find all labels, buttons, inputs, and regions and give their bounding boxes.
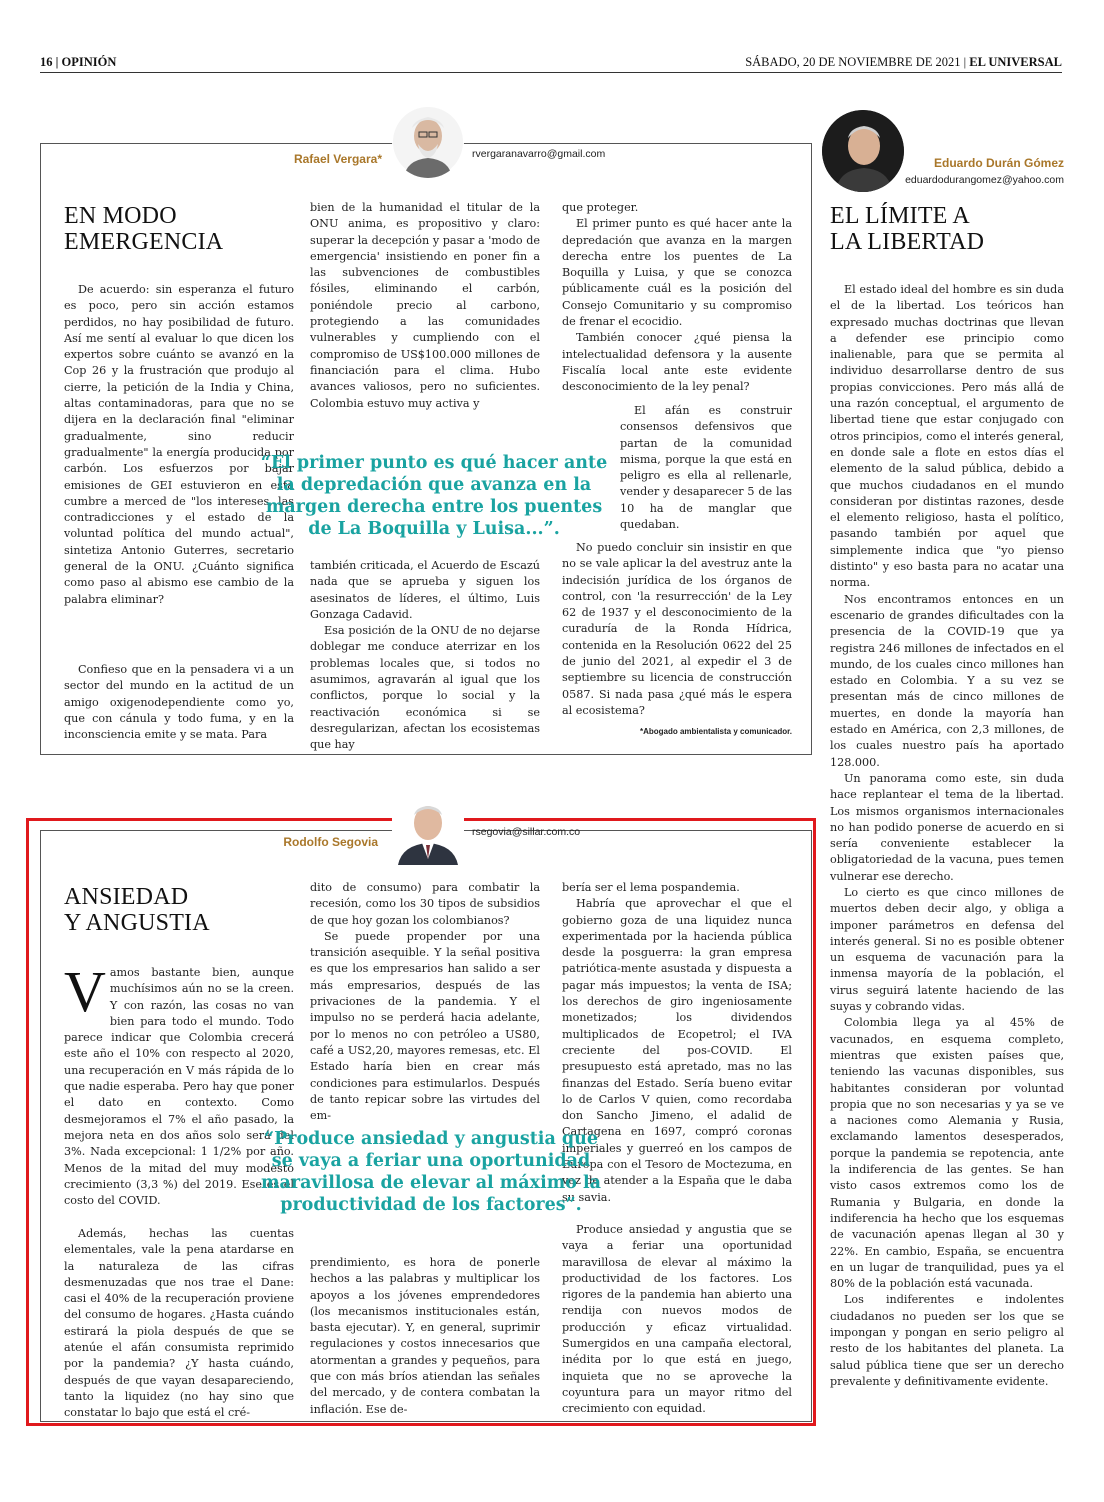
author-photo-vergara bbox=[392, 106, 464, 178]
paragraph: prendimiento, es hora de ponerle hechos a las palabras y multiplicar los apoyos a los jóvenes emprendedores (los mecanismos institucionales están, basta ejecutar). Y, en general, suprimir regulaciones y costos innecesarios que atormentan a grandes y pequeños, para que con más bríos atiendan las señales del mercado, y de contera combatan la inflación. Ese de- bbox=[310, 1256, 540, 1416]
article-column-1-bottom bbox=[64, 1226, 294, 1422]
article-column-2 bbox=[310, 880, 540, 1124]
paragraph: bien de la humanidad el titular de la ONU anima, es propositivo y claro: superar la decepción y pasar a 'modo de emergencia' insistiendo en poner fin a las subvenciones de combustibles fósiles, eliminando el carbón, poniéndole precio al carbono, protegiendo a las comunidades vulnerables y cumpliendo con el compromiso de US$100.000 millones de financiación para el clima. Hubo avances valiosos, pero no suficientes. Colombia estuvo muy activa y bbox=[310, 201, 540, 410]
article-column-3-bottom bbox=[562, 540, 792, 719]
paragraph: Un panorama como este, sin duda hace replantear el tema de la libertad. Los mismos organismos internacionales no han podido ponerse de acuerdo en si sería conveniente establecer la obligatoriedad de la vacuna, pues temen vulnerar ese derecho. bbox=[830, 771, 1064, 883]
article-column-3-narrow bbox=[620, 403, 792, 533]
issue-date: SÁBADO, 20 DE NOVIEMBRE DE 2021 bbox=[745, 55, 961, 69]
paragraph: Los indiferentes e indolentes ciudadanos no pueden ser los que se impongan y pongan en serio peligro al resto de los habitantes del planeta. La salud pública tiene que ser un derecho prevalente y definitivamente evidente. bbox=[830, 1293, 1064, 1388]
headline-line: ANSIEDAD bbox=[64, 884, 189, 910]
paragraph: Lo cierto es que cinco millones de muertos deben decir algo, y obliga a imponer parámetros en defensa del interés general. Si no es posible obtener un esquema de vacunación para la inmensa mayoría de la población, el virus seguirá latente haciendo de las suyas y cobrando vidas. bbox=[830, 885, 1064, 1014]
headline-line: EMERGENCIA bbox=[64, 229, 224, 255]
article-column-2-bottom bbox=[310, 558, 540, 754]
author-portrait-icon bbox=[392, 106, 464, 178]
byline-segovia bbox=[40, 831, 392, 850]
headline-line: LA LIBERTAD bbox=[830, 229, 985, 255]
paragraph: No puedo concluir sin insistir en que no se vale aplicar la del avestruz ante la indecisión jurídica de los órganos de control, con 'la resurrección' de la Ley 62 de 1937 y el desconocimiento de la curaduría de la Ronda Hídrica, contenida en la Resolución 0622 del 25 de junio del 2021, al expedir el 3 de septiembre su licencia de construcción 0587. Si nada pasa ¿qué más le espera al ecosistema? bbox=[562, 541, 792, 717]
paragraph: El estado ideal del hombre es sin duda el de la libertad. Los teóricos han expresado muchas doctrinas que llevan a defender ese principio como inalienable, para que se permita al individuo desarrollarse dentro de sus propias convicciones. Pero más allá de una razón conceptual, el argumento de libertad tiene que estar conjugado con otros principios, como el interés general, en donde sale a flote en estos días el elemento de la salud pública, debido a que muchos ciudadanos en el mundo consideran por distintas razones, desde el elemento religioso, hasta el político, pasando también por aquel que simplemente indica que "yo pienso distinto" y eso basta para no acatar una norma. bbox=[830, 283, 1064, 590]
pull-quote: “Produce ansiedad y angustia que se vaya a feriar una oportunidad maravillosa de elevar al máximo la productividad de los factores”. bbox=[261, 1129, 601, 1215]
author-name: Rodolfo Segovia bbox=[283, 835, 378, 849]
paragraph: Colombia llega ya al 45% de vacunados, en esquema completo, mientras que existen países que, teniendo las vacunas disponibles, sus habitantes consideran por voluntad propia que no son necesarias y ya se ve a naciones como Alemania y Rusia, exclamando lamentos desesperados, porque la pandemia se repotencia, ante la indiferencia de las gentes. Se han visto casos extremos como los de Rumania y Bulgaria, en donde la indiferencia ha hecho que los esquemas de vacunación apenas llegan al 30 y 22%. En cambio, España, se encuentra en un lugar de tranquilidad, pues ya el 80% de la población está vacunada. bbox=[830, 1016, 1064, 1291]
paragraph: De acuerdo: sin esperanza el futuro es poco, pero sin acción estamos perdidos, no hay posibilidad de futuro. Así me sentí al evaluar lo que dicen los expertos sobre cuánto se avanzó en la Cop 26 y la frustración que produjo al cierre, la petición de la India y China, altas contaminadoras, para que no se dijera en la declaración final "eliminar gradualmente, sino reducir gradualmente" la energía producida por carbón. Los esfuerzos por bajar emisiones de GEI estuvieron en esta cumbre a merced de "los intereses, las contradicciones y el estado de la voluntad política del mundo actual", sintetiza Antonio Guterres, secretario general de la ONU. ¿Cuánto significa como paso al abismo ese cambio de la palabra eliminar? bbox=[64, 283, 294, 606]
paragraph: Además, hechas las cuentas elementales, vale la pena atardarse en la naturaleza de las cifras desmenuzadas que nos trae el Dane: casi el 40% de la recuperación proviene del consumo de hogares. ¿Hasta cuándo estirará la piola después de que se atenúe el afán consumista reprimido por la pandemia? ¿Y hasta cuándo, después de que vayan desapareciendo, tanto la liquidez (no hay sino que constatar lo bajo que está el cré- bbox=[64, 1227, 294, 1420]
drop-cap: V bbox=[64, 959, 106, 1024]
author-footnote: *Abogado ambientalista y comunicador. bbox=[639, 727, 792, 736]
paragraph: también criticada, el Acuerdo de Escazú nada que se aprueba y siguen los asesinatos de líderes, el último, Luis Gonzaga Cadavid. bbox=[310, 559, 540, 621]
paragraph: Se puede propender por una transición asequible. Y la señal positiva es que los empresarios han salido a ser más empresarios, después de las privaciones de la pandemia. Y el impulso no se perderá hacia adelante, por lo menos no con petróleo a US80, café a US2,20, mayores remesas, etc. El Estado haría bien en crear más condiciones para estimularlos. Después de tanto repicar sobre las virtudes del em- bbox=[310, 929, 540, 1123]
paragraph: El afán es construir consensos defensivos que partan de la comunidad misma, porque la que está en peligro es ella al rellenarle, vender y desaparecer 5 de las 10 ha de manglar que quedaban. bbox=[620, 404, 792, 532]
paragraph: También conocer ¿qué piensa la intelectualidad defensora y la ausente Fiscalía local ante este evidente desconocimiento de la ley penal? bbox=[562, 331, 792, 394]
author-email[interactable]: eduardodurangomez@yahoo.com bbox=[905, 174, 1064, 186]
author-email[interactable]: rsegovia@sillar.com.co bbox=[472, 826, 581, 838]
article-headline bbox=[64, 884, 294, 936]
author-photo-segovia bbox=[392, 793, 464, 865]
headline-line: EN MODO bbox=[64, 203, 177, 229]
paragraph: Nos encontramos entonces en un escenario de grandes dificultades con la presencia de la COVID-19 que ya registra 246 millones de infectados en el mundo, de los cuales cinco millones han estado en Colombia. Y a su vez se presentan más de cinco millones de muertes, en donde la mayoría han estado en América, con 2,3 millones, de los cuales nuestro país ha aportado 128.000. bbox=[830, 592, 1064, 769]
header-rule bbox=[40, 72, 1062, 73]
article-headline bbox=[830, 203, 1064, 255]
article-column bbox=[830, 282, 1064, 1390]
paragraph: Confieso que en la pensadera vi a un sector del mundo en la actitud de un amigo oxigenodependiente como yo, que con cánula y todo fuma, y en la inconsciencia emite y se mata. Para bbox=[64, 663, 294, 742]
paragraph-text: amos bastante bien, aunque muchísimos aún no se la creen. Y con razón, las cosas no van bien para todo el mundo. Todo parece indicar que Colombia crecerá este año el 10% con respecto al 2020, una recuperación en V más rápida de lo que nadie esperaba. Pero hay que poner el dato en contexto. Como desmejoramos el 7% el año pasado, la mejora neta en dos años solo será del 3%. Nada excepcional: 1 1/2% por año. Menos de la mitad del muy modesto crecimiento (3,3 %) del 2019. Ese es el costo del COVID. bbox=[64, 966, 294, 1208]
article-column-1-bottom bbox=[64, 662, 294, 743]
article-column-2 bbox=[310, 200, 540, 412]
author-email[interactable]: rvergaranavarro@gmail.com bbox=[472, 148, 606, 160]
paragraph: bería ser el lema pospandemia. bbox=[562, 881, 740, 894]
article-column-3 bbox=[562, 200, 792, 396]
author-portrait-icon bbox=[392, 793, 464, 865]
pull-quote: “El primer punto es qué hacer ante la depredación que avanza en la margen derecha entre los puentes de La Boquilla y Luisa...”. bbox=[260, 453, 608, 539]
paragraph: Habría que aprovechar el que el gobierno goza de una liquidez nunca experimentada por la hacienda pública desde la posguerra: la gran empresa patriótica-mente asustada y dispuesta a pagar más impuestos; la venta de ISA; los derechos de giro ingeniosamente monetizados; los dividendos multiplicados de Ecopetrol; el IVA creciente del pos-COVID. El presupuesto está apretado, mas no las finanzas del Estado. Sería bueno evitar lo de Carlos V quien, como recordaba don Sancho Jimeno, el adalid de Cartagena en 1697, compró coronas imperiales y guerreó en los campos de Europa con el Tesoro de Moctezuma, en vez de atender a la España que le daba su savia. bbox=[562, 897, 792, 1204]
article-column-2-bottom bbox=[310, 1255, 540, 1418]
article-headline bbox=[64, 203, 294, 255]
author-name: Eduardo Durán Gómez bbox=[933, 156, 1064, 170]
article-column-1 bbox=[64, 282, 294, 608]
paragraph: que proteger. bbox=[562, 201, 639, 214]
newspaper-name: EL UNIVERSAL bbox=[969, 55, 1062, 69]
headline-line: EL LÍMITE A bbox=[830, 203, 970, 229]
byline-vergara bbox=[40, 148, 392, 167]
paragraph: Esa posición de la ONU de no dejarse doblegar me conduce aterrizar en los problemas locales que, si todos no asumimos, agravarán al igual que los conflictos, porque lo social y la reactivación económica si se desregularizan, afectan los ecosistemas que hay bbox=[310, 624, 540, 752]
paragraph: Produce ansiedad y angustia que se vaya a feriar una oportunidad maravillosa de elevar al máximo la productividad de los factores. Los rigores de la pandemia han abierto una rendija con nuevos modos de producción y eficaz virtualidad. Sumergidos en una campaña electoral, inédita por lo que está en juego, inquieta que no se aproveche la coyuntura para un mayor ritmo del crecimiento con equidad. bbox=[562, 1223, 792, 1416]
paragraph: El primer punto es qué hacer ante la depredación que avanza en la margen derecha entre los puentes de La Boquilla y Luisa, y que se conozca públicamente cuál es la posición del Consejo Comunitario y su compromiso de frenar el ecocidio. bbox=[562, 217, 792, 329]
author-name: Rafael Vergara* bbox=[293, 152, 382, 166]
masthead-date: SÁBADO, 20 DE NOVIEMBRE DE 2021 | EL UNIVERSAL bbox=[745, 55, 1062, 69]
paragraph: dito de consumo) para combatir la recesión, como los 30 tipos de subsidios de que hoy gozan los colombianos? bbox=[310, 881, 540, 927]
headline-line: Y ANGUSTIA bbox=[64, 910, 210, 936]
article-column-3-bottom bbox=[562, 1222, 792, 1418]
page-section-label: 16 | OPINIÓN bbox=[40, 55, 117, 69]
